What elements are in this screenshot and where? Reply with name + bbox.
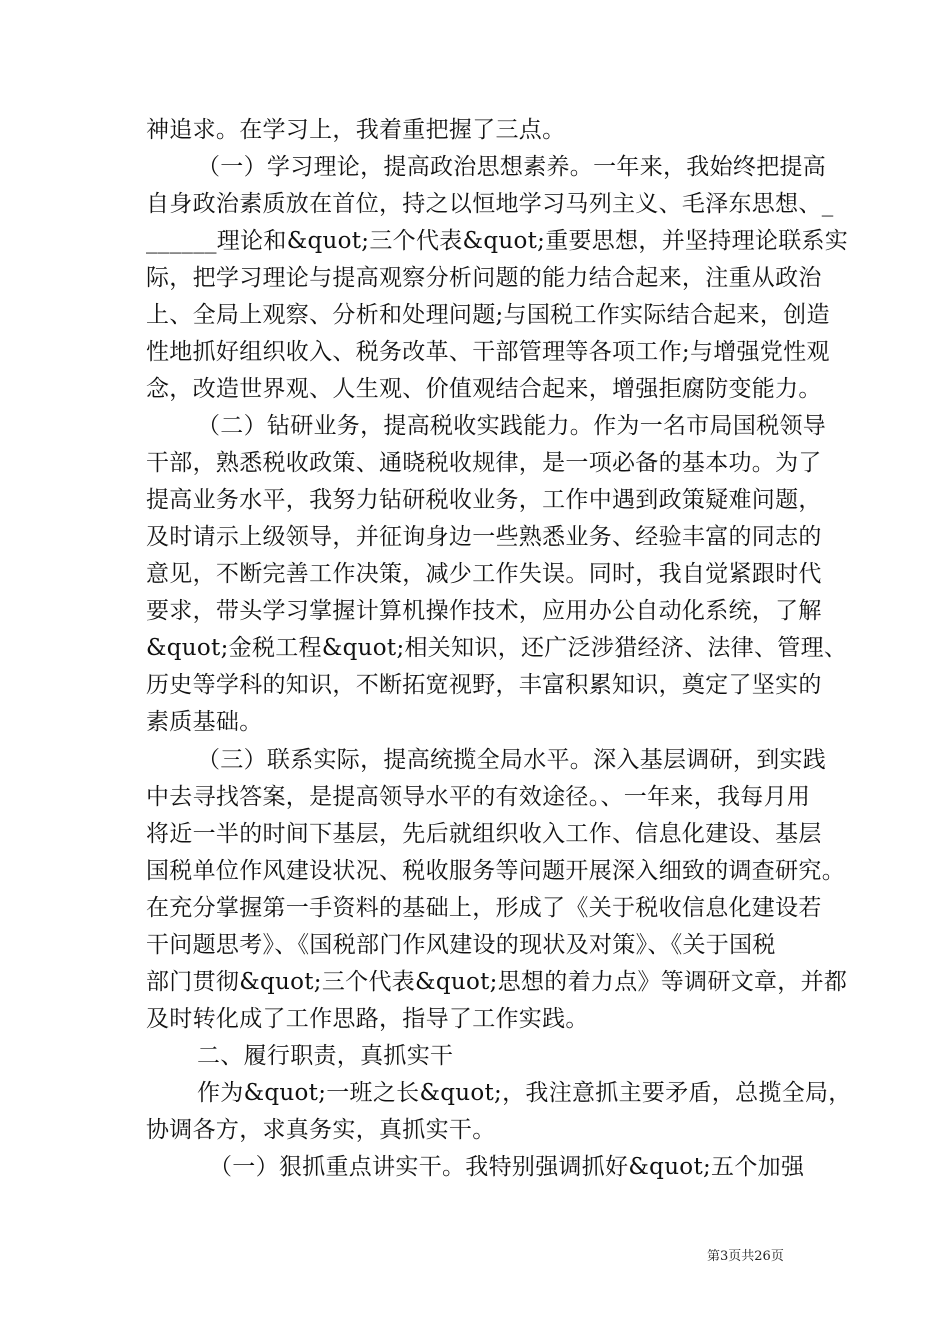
text-line: （二）钻研业务，提高税收实践能力。作为一名市局国税领导 [197, 413, 827, 439]
text-line: 要求，带头学习掌握计算机操作技术，应用办公自动化系统，了解 [146, 598, 822, 624]
text-line: 及时转化成了工作思路，指导了工作实践。 [146, 1006, 589, 1032]
text-line: 干问题思考》、《国税部门作风建设的现状及对策》、《关于国税 [146, 932, 776, 958]
text-line: 中去寻找答案，是提高领导水平的有效途径。、一年来，我每月用 [146, 784, 811, 810]
section-heading: 二、履行职责，真抓实干 [197, 1043, 454, 1069]
text-line: 协调各方，求真务实，真抓实干。 [146, 1117, 496, 1143]
text-line: 际，把学习理论与提高观察分析问题的能力结合起来，注重从政治 [146, 265, 822, 291]
text-line: 及时请示上级领导，并征询身边一些熟悉业务、经验丰富的同志的 [146, 524, 822, 550]
text-line: 历史等学科的知识，不断拓宽视野，丰富积累知识，奠定了坚实的 [146, 672, 822, 698]
text-line: &quot;金税工程&quot;相关知识，还广泛涉猎经济、法律、管理、 [146, 635, 848, 661]
text-line: ______理论和&quot;三个代表&quot;重要思想，并坚持理论联系实 [146, 228, 849, 254]
text-line: 自身政治素质放在首位，持之以恒地学习马列主义、毛泽东思想、_ [146, 191, 834, 217]
text-line: （三）联系实际，提高统揽全局水平。深入基层调研，到实践 [197, 747, 827, 773]
text-line: 素质基础。 [146, 709, 263, 735]
text-line: 将近一半的时间下基层，先后就组织收入工作、信息化建设、基层 [146, 821, 822, 847]
text-line: 神追求。在学习上，我着重把握了三点。 [146, 117, 566, 143]
text-line: 干部，熟悉税收政策、通晓税收规律，是一项必备的基本功。为了 [146, 450, 822, 476]
text-line: 上、全局上观察、分析和处理问题;与国税工作实际结合起来，创造 [146, 302, 830, 328]
text-line: （一）狠抓重点讲实干。我特别强调抓好&quot;五个加强 [209, 1154, 805, 1180]
text-line: 国税单位作风建设状况、税收服务等问题开展深入细致的调查研究。 [146, 858, 845, 884]
text-line: 部门贯彻&quot;三个代表&quot;思想的着力点》等调研文章，并都 [146, 969, 848, 995]
text-line: 作为&quot;一班之长&quot;，我注意抓主要矛盾，总揽全局， [197, 1080, 852, 1106]
text-line: 提高业务水平，我努力钻研税收业务，工作中遇到政策疑难问题， [146, 487, 822, 513]
text-line: 念，改造世界观、人生观、价值观结合起来，增强拒腐防变能力。 [146, 376, 822, 402]
text-line: 在充分掌握第一手资料的基础上，形成了《关于税收信息化建设若 [146, 895, 822, 921]
text-line: （一）学习理论，提高政治思想素养。一年来，我始终把提高 [197, 154, 827, 180]
text-line: 意见，不断完善工作决策，减少工作失误。同时，我自觉紧跟时代 [146, 561, 822, 587]
text-line: 性地抓好组织收入、税务改革、干部管理等各项工作;与增强党性观 [146, 339, 830, 365]
page-number: 第3页共26页 [707, 1249, 784, 1264]
